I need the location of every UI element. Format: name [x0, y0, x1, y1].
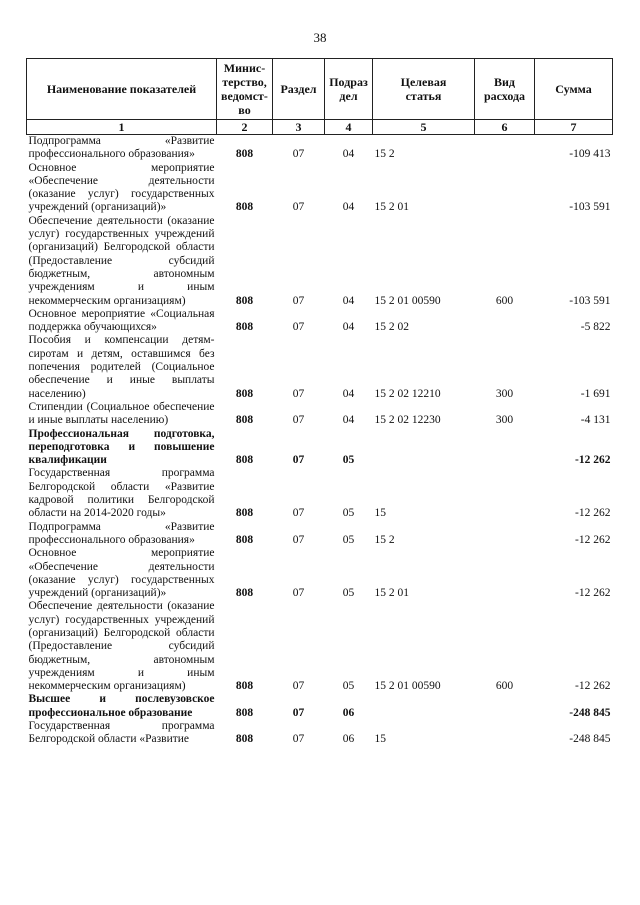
- cell-target: 15 2 02 12210: [374, 387, 441, 400]
- cell-ministry: 808: [235, 533, 254, 546]
- column-numbers-row: [27, 120, 613, 135]
- page-number: 38: [313, 30, 327, 45]
- cell-subsection: 04: [342, 321, 355, 334]
- cell-subsection: 04: [342, 294, 355, 307]
- cell-expense: [475, 521, 535, 548]
- cell-target: 15 2 01 00590: [374, 680, 441, 693]
- table-row: [27, 401, 613, 428]
- cell-section: 07: [292, 387, 305, 400]
- header-amount: Сумма: [535, 59, 613, 120]
- cell-target: [373, 428, 475, 468]
- table-row: [27, 215, 613, 308]
- cell-expense: 600: [495, 680, 514, 693]
- cell-subsection: 04: [342, 201, 355, 214]
- column-number: 7: [535, 120, 613, 135]
- table-row: [27, 162, 613, 215]
- cell-expense: 300: [495, 414, 514, 427]
- cell-ministry: 808: [235, 321, 254, 334]
- table-row: [27, 135, 613, 162]
- cell-target: 15 2 01: [374, 587, 409, 600]
- table-body: [27, 135, 613, 747]
- cell-subsection: 05: [342, 454, 355, 467]
- cell-expense: [475, 162, 535, 215]
- cell-amount: -248 845: [569, 706, 611, 719]
- cell-name: Обеспечение деятельности (оказание услуг) государственных учреждений (организаций) Белгородской области (Предоставление субсидий бюджетным, автономным учреждениям и иным некоммерческим организациям): [28, 214, 215, 307]
- cell-expense: 600: [495, 294, 514, 307]
- column-number: 4: [325, 120, 373, 135]
- table-row: [27, 693, 613, 720]
- cell-amount: -248 845: [569, 733, 611, 746]
- cell-target: 15 2 01 00590: [374, 294, 441, 307]
- cell-name: Пособия и компенсации детям-сиротам и детям, оставшимся без попечения родителей (Социальное обеспечение и иные выплаты населению): [28, 334, 215, 400]
- cell-section: 07: [292, 321, 305, 334]
- cell-section: 07: [292, 733, 305, 746]
- cell-subsection: 05: [342, 587, 355, 600]
- cell-expense: [475, 720, 535, 747]
- table-row: [27, 308, 613, 335]
- cell-section: 07: [292, 201, 305, 214]
- cell-expense: [475, 135, 535, 162]
- table-row: [27, 334, 613, 400]
- cell-subsection: 04: [342, 387, 355, 400]
- cell-section: 07: [292, 587, 305, 600]
- cell-name: Высшее и послевузовское профессиональное образование: [28, 693, 215, 719]
- cell-subsection: 05: [342, 507, 355, 520]
- cell-ministry: 808: [235, 507, 254, 520]
- cell-target: 15 2 01: [374, 201, 409, 214]
- column-number: 5: [373, 120, 475, 135]
- cell-subsection: 05: [342, 680, 355, 693]
- cell-amount: -12 262: [575, 507, 611, 520]
- budget-table: [26, 58, 613, 747]
- cell-name: Стипендии (Социальное обеспечение и иные выплаты населению): [28, 400, 215, 427]
- column-number: 6: [475, 120, 535, 135]
- table-row: [27, 467, 613, 520]
- cell-amount: -109 413: [569, 148, 611, 161]
- header-row: [27, 59, 613, 120]
- cell-expense: [475, 467, 535, 520]
- cell-expense: [475, 547, 535, 600]
- cell-target: 15 2: [374, 533, 395, 546]
- cell-ministry: 808: [235, 294, 254, 307]
- cell-ministry: 808: [235, 454, 254, 467]
- cell-amount: -103 591: [569, 201, 611, 214]
- cell-name: Основное мероприятие «Обеспечение деятельности (оказание услуг) государственных учреждений (организаций)»: [28, 161, 215, 214]
- cell-ministry: 808: [235, 201, 254, 214]
- cell-target: 15: [374, 733, 386, 746]
- cell-ministry: 808: [235, 733, 254, 746]
- cell-amount: -12 262: [575, 680, 611, 693]
- cell-section: 07: [292, 414, 305, 427]
- table-row: [27, 428, 613, 468]
- cell-name: Обеспечение деятельности (оказание услуг) государственных учреждений (организаций) Белгородской области (Предоставление субсидий бюджетным, автономным учреждениям и иным некоммерческим организациям): [28, 600, 215, 693]
- table-row: [27, 720, 613, 747]
- cell-amount: -12 262: [575, 454, 611, 467]
- cell-amount: -5 822: [580, 321, 611, 334]
- header-name: Наименование показателей: [27, 59, 217, 120]
- cell-target: 15 2 02 12230: [374, 414, 441, 427]
- cell-amount: -103 591: [569, 294, 611, 307]
- table-row: [27, 521, 613, 548]
- cell-subsection: 05: [342, 533, 355, 546]
- table-row: [27, 600, 613, 693]
- cell-name: Подпрограмма «Развитие профессионального образования»: [28, 135, 215, 161]
- cell-ministry: 808: [235, 680, 254, 693]
- header-target: Целевая статья: [373, 59, 475, 120]
- cell-amount: -1 691: [580, 387, 611, 400]
- header-expense: Вид расхода: [475, 59, 535, 120]
- cell-amount: -12 262: [575, 533, 611, 546]
- column-number: 2: [217, 120, 273, 135]
- cell-ministry: 808: [235, 587, 254, 600]
- cell-amount: -4 131: [580, 414, 611, 427]
- cell-ministry: 808: [235, 387, 254, 400]
- cell-subsection: 04: [342, 148, 355, 161]
- cell-expense: [475, 693, 535, 720]
- header-subsection: Подраз дел: [325, 59, 373, 120]
- cell-ministry: 808: [235, 414, 254, 427]
- cell-section: 07: [292, 533, 305, 546]
- cell-subsection: 04: [342, 414, 355, 427]
- header-ministry: Минис- терство, ведомст- во: [217, 59, 273, 120]
- cell-section: 07: [292, 148, 305, 161]
- cell-section: 07: [292, 507, 305, 520]
- cell-target: [373, 693, 475, 720]
- cell-name: Основное мероприятие «Социальная поддержка обучающихся»: [28, 307, 215, 334]
- cell-section: 07: [292, 680, 305, 693]
- cell-target: 15 2 02: [374, 321, 409, 334]
- cell-name: Государственная программа Белгородской области «Развитие: [28, 720, 215, 746]
- table-row: [27, 547, 613, 600]
- cell-ministry: 808: [235, 148, 254, 161]
- header-section: Раздел: [273, 59, 325, 120]
- cell-expense: 300: [495, 387, 514, 400]
- cell-section: 07: [292, 706, 305, 719]
- cell-expense: [475, 428, 535, 468]
- column-number: 3: [273, 120, 325, 135]
- cell-name: Основное мероприятие «Обеспечение деятельности (оказание услуг) государственных учреждений (организаций)»: [28, 547, 215, 600]
- cell-name: Государственная программа Белгородской области «Развитие кадровой политики Белгородской области на 2014-2020 годы»: [28, 467, 215, 520]
- cell-amount: -12 262: [575, 587, 611, 600]
- cell-name: Подпрограмма «Развитие профессионального образования»: [28, 520, 215, 546]
- cell-section: 07: [292, 454, 305, 467]
- cell-subsection: 06: [342, 706, 355, 719]
- cell-target: 15: [374, 507, 386, 520]
- cell-name: Профессиональная подготовка, переподготовка и повышение квалификации: [28, 427, 215, 467]
- cell-expense: [475, 308, 535, 335]
- cell-target: 15 2: [374, 148, 395, 161]
- cell-subsection: 06: [342, 733, 355, 746]
- cell-section: 07: [292, 294, 305, 307]
- cell-ministry: 808: [235, 706, 254, 719]
- column-number: 1: [27, 120, 217, 135]
